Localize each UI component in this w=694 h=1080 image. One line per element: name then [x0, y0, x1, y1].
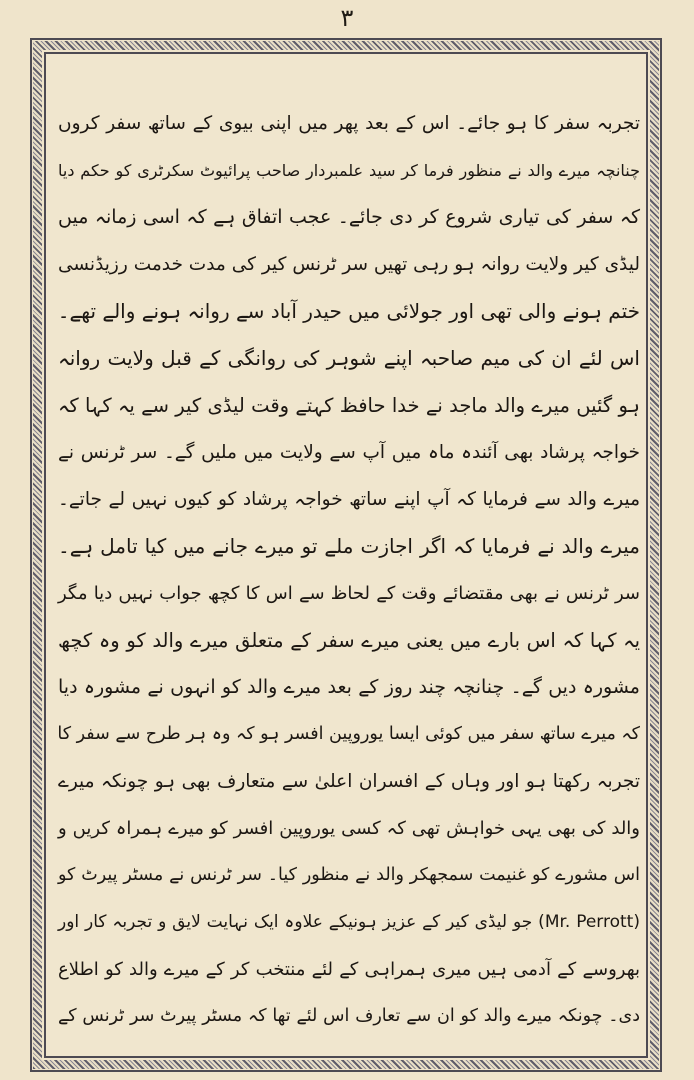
text-line: بھروسے کے آدمی ہیں میری ہمراہی کے لئے منتخب کر کے میرے والد کو اطلاع: [58, 959, 640, 980]
text-line: لیڈی کیر ولایت روانہ ہو رہی تھیں سر ٹرنس کیر کی مدت خدمت رزیڈنسی: [58, 254, 640, 275]
text-line: ہو گئیں میرے والد ماجد نے خدا حافظ کہتے وقت لیڈی کیر سے یہ کہا کہ: [58, 394, 640, 417]
text-line: یہ کہا کہ اس بارے میں یعنی میرے سفر کے متعلق میرے والد کو وہ کچھ: [58, 629, 640, 652]
text-line: سر ٹرنس نے بھی مقتضائے وقت کے لحاظ سے اس کا کچھ جواب نہیں دیا مگر: [58, 583, 640, 604]
text-line: تجربہ رکھتا ہو اور وہاں کے افسران اعلیٰ سے متعارف بھی ہو چونکہ میرے: [58, 771, 640, 792]
text-line: چنانچہ میرے والد نے منظور فرما کر سید علمبردار صاحب پرائیوٹ سکرٹری کو حکم دیا: [58, 161, 640, 180]
text-line: میرے والد نے فرمایا کہ اگر اجازت ملے تو میرے جانے میں کیا تامل ہے۔: [58, 534, 640, 558]
text-line: میرے والد سے فرمایا کہ آپ اپنے ساتھ خواجہ پرشاد کو کیوں نہیں لے جاتے۔: [58, 489, 640, 510]
text-line: کہ میرے ساتھ سفر میں کوئی ایسا یوروپین افسر ہو کہ وہ ہر طرح سے سفر کا: [57, 724, 640, 744]
text-line: دی۔ چونکہ میرے والد کو ان سے تعارف اس لئے تھا کہ مسٹر پیرٹ سر ٹرنس کے: [58, 1006, 640, 1026]
page-number: ۳: [340, 4, 354, 32]
text-line: اس مشورے کو غنیمت سمجھکر والد نے منظور کیا۔ سر ٹرنس نے مسٹر پیرٹ کو: [58, 865, 640, 885]
body-text: [58, 100, 640, 1040]
text-line: ختم ہونے والی تھی اور جولائی میں حیدر آباد سے روانہ ہونے والے تھے۔: [57, 299, 640, 323]
text-line: تجربہ سفر کا ہو جائے۔ اس کے بعد پھر میں اپنی بیوی کے ساتھ سفر کروں: [58, 113, 640, 134]
text-line: اس لئے ان کی میم صاحبہ اپنے شوہر کی روانگی کے قبل ولایت روانہ: [58, 346, 640, 370]
text-line: خواجہ پرشاد بھی آئندہ ماہ میں آپ سے ولایت میں ملیں گے۔ سر ٹرنس نے: [58, 442, 640, 463]
text-line: مشورہ دیں گے۔ چنانچہ چند روز کے بعد میرے والد کو انہوں نے مشورہ دیا: [58, 676, 640, 698]
text-line: کہ سفر کی تیاری شروع کر دی جائے۔ عجب اتفاق ہے کہ اسی زمانہ میں: [58, 206, 640, 228]
text-line: والد کی بھی یہی خواہش تھی کہ کسی یوروپین افسر کو میرے ہمراہ کریں و: [58, 818, 640, 839]
text-line: (Mr. Perrott) جو لیڈی کیر کے عزیز ہونیکے علاوہ ایک نہایت لایق و تجربہ کار اور: [58, 912, 640, 932]
